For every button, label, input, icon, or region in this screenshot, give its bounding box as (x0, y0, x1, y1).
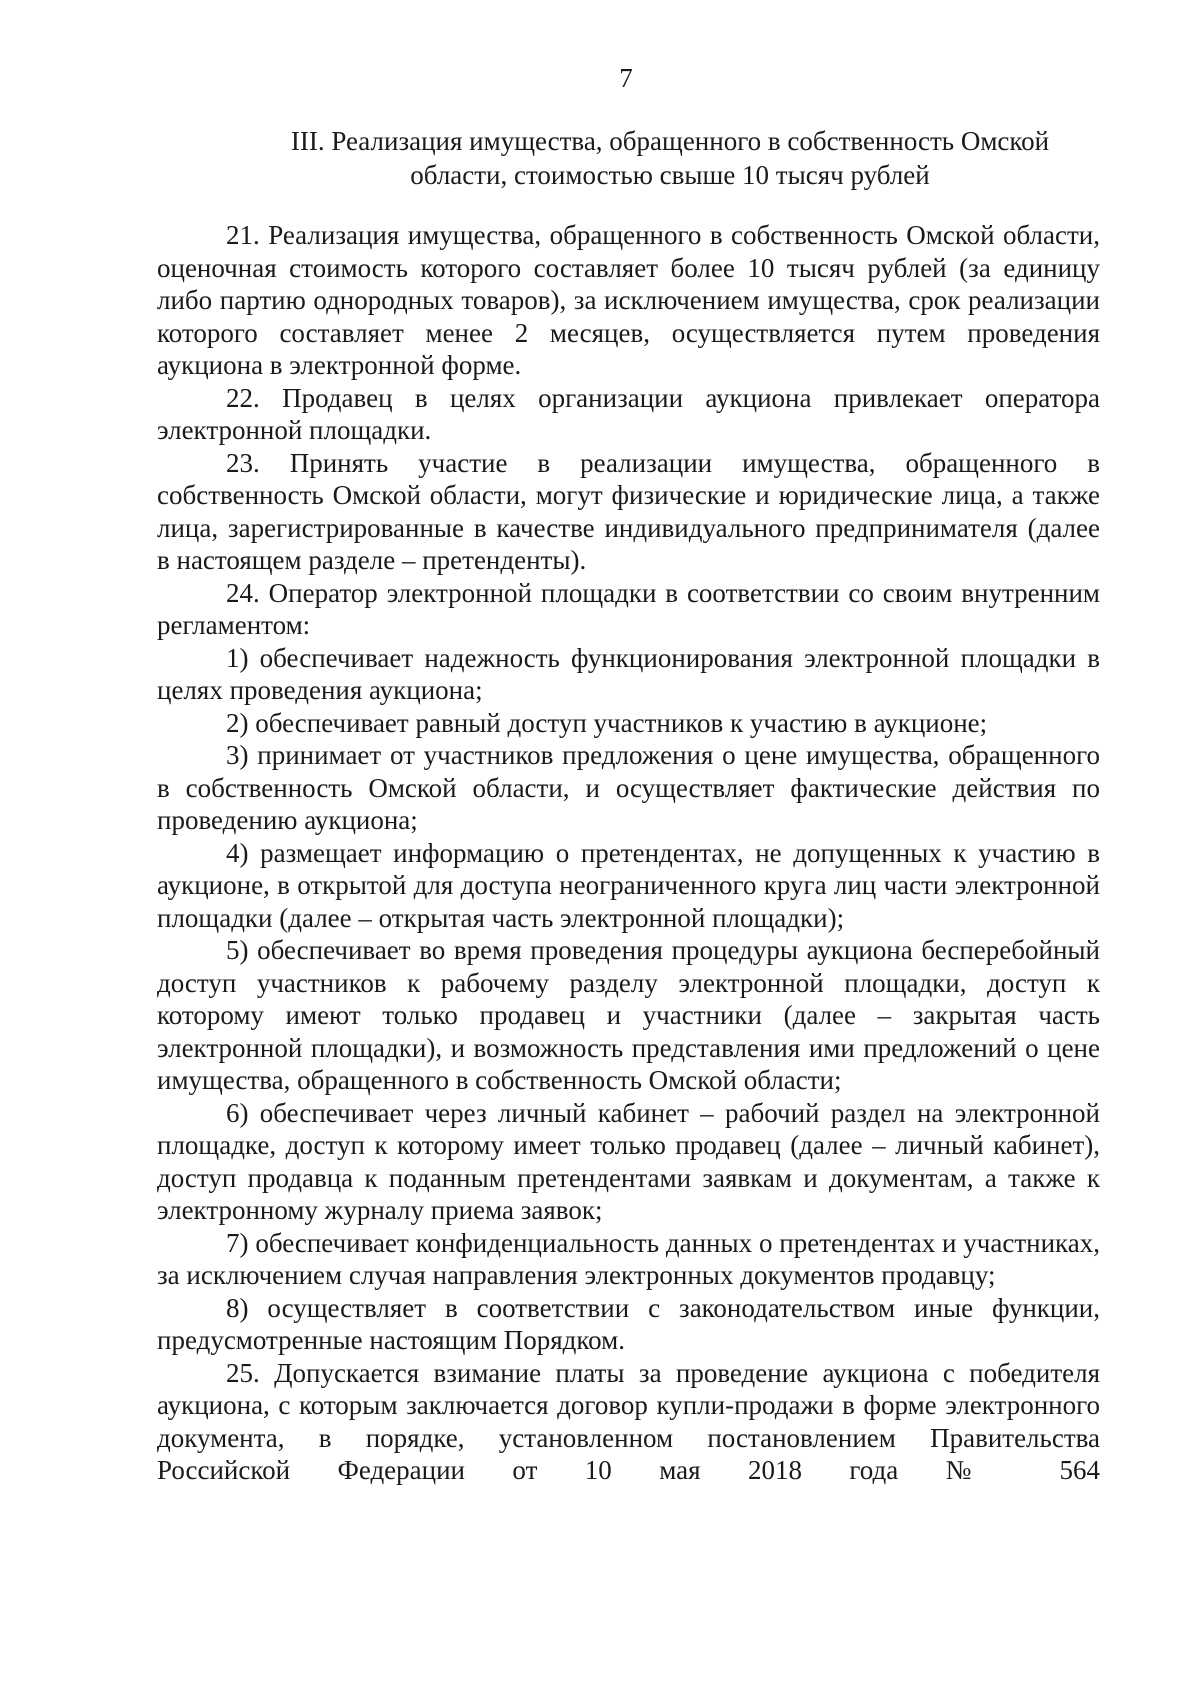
page-number: 7 (619, 63, 633, 93)
section-title (250, 124, 1090, 192)
paragraph-22: 22. Продавец в целях организации аукциона привлекает оператора электронной площадки. (157, 382, 1100, 445)
paragraph-24: 24. Оператор электронной площадки в соответствии со своим внутренним регламентом: (157, 577, 1100, 640)
section-title-line-2: области, стоимостью свыше 10 тысяч рублей (410, 160, 930, 190)
paragraph-25: 25. Допускается взимание платы за проведение аукциона с победителя аукциона, с которым заключается договор купли-продажи в форме электронного документа, в порядке, установленном постановлением Правительства Российской Федерации от 10 мая 2018 года № 564 (157, 1357, 1100, 1485)
paragraph-23: 23. Принять участие в реализации имущества, обращенного в собственность Омской области, могут физические и юридические лица, а также лица, зарегистрированные в качестве индивидуального предпринимателя (далее в настоящем разделе – претенденты). (157, 447, 1100, 575)
paragraph-24-item-5: 5) обеспечивает во время проведения процедуры аукциона бесперебойный доступ участников к рабочему разделу электронной площадки, доступ к которому имеют только продавец и участники (далее – закрытая часть электронной площадки), и возможность представления ими предложений о цене имущества, обращенного в собственность Омской области; (157, 935, 1100, 1095)
paragraph-24-item-7: 7) обеспечивает конфиденциальность данных о претендентах и участниках, за исключением случая направления электронных документов продавцу; (157, 1227, 1100, 1290)
paragraph-24-item-1: 1) обеспечивает надежность функционирования электронной площадки в целях проведения аукциона; (157, 642, 1100, 705)
paragraph-21: 21. Реализация имущества, обращенного в собственность Омской области, оценочная стоимость которого составляет более 10 тысяч рублей (за единицу либо партию однородных товаров), за исключением имущества, срок реализации которого составляет менее 2 месяцев, осуществляется путем проведения аукциона в электронной форме. (157, 220, 1100, 380)
section-title-line-1: III. Реализация имущества, обращенного в собственность Омской (290, 126, 1050, 156)
section-body (157, 219, 1100, 1487)
paragraph-24-item-4: 4) размещает информацию о претендентах, не допущенных к участию в аукционе, в открытой для доступа неограниченного круга лиц части электронной площадки (далее – открытая часть электронной площадки); (157, 837, 1100, 933)
paragraph-24-item-6: 6) обеспечивает через личный кабинет – рабочий раздел на электронной площадке, доступ к которому имеет только продавец (далее – личный кабинет), доступ продавца к поданным претендентами заявкам и документам, а также к электронному журналу приема заявок; (157, 1097, 1100, 1225)
paragraph-24-item-3: 3) принимает от участников предложения о цене имущества, обращенного в собственность Омской области, и осуществляет фактические действия по проведению аукциона; (157, 740, 1100, 835)
paragraph-24-item-8: 8) осуществляет в соответствии с законодательством иные функции, предусмотренные настоящим Порядком. (157, 1292, 1100, 1355)
paragraph-24-item-2: 2) обеспечивает равный доступ участников к участию в аукционе; (226, 707, 988, 738)
